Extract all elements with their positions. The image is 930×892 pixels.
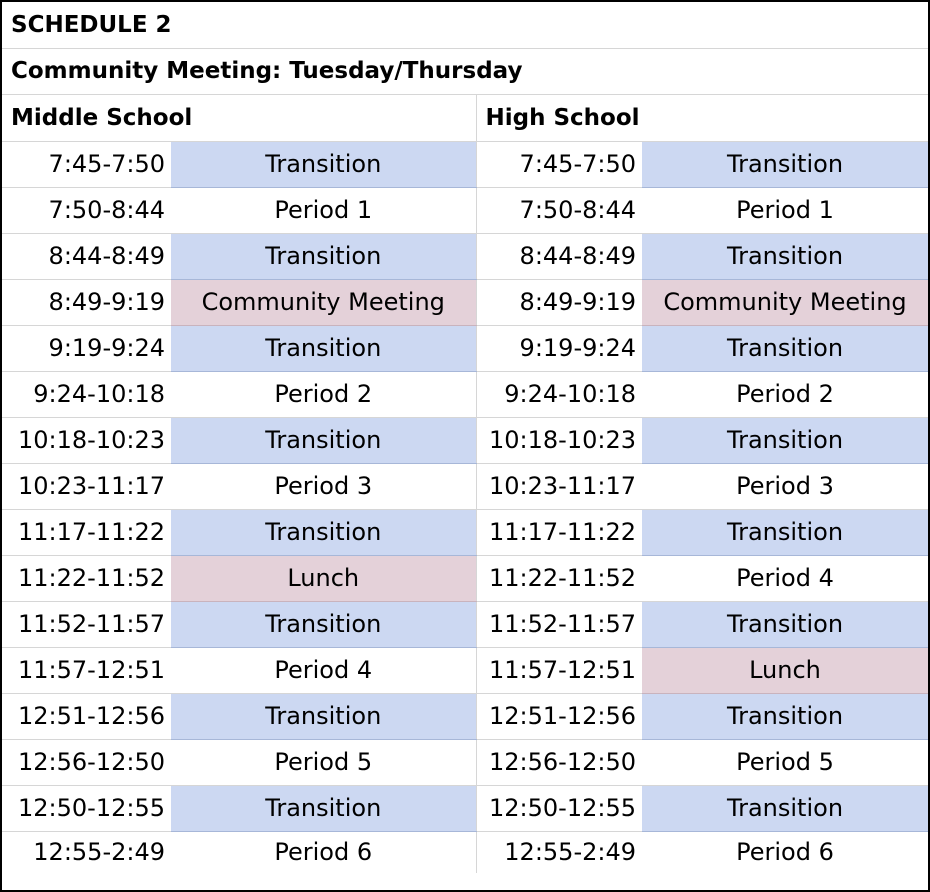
ms-time-cell: 11:17-11:22 [2, 509, 171, 555]
schedule-subtitle: Community Meeting: Tuesday/Thursday [2, 48, 928, 94]
ms-activity-cell: Period 4 [171, 647, 476, 693]
hs-activity-cell: Transition [642, 509, 928, 555]
ms-activity-cell: Transition [171, 141, 476, 187]
hs-activity-cell: Transition [642, 233, 928, 279]
schedule-row [2, 141, 928, 187]
hs-activity-cell: Period 3 [642, 463, 928, 509]
hs-activity-cell: Lunch [642, 647, 928, 693]
hs-activity-cell: Period 5 [642, 739, 928, 785]
hs-time-cell: 10:23-11:17 [476, 463, 642, 509]
ms-time-cell: 7:50-8:44 [2, 187, 171, 233]
hs-time-cell: 11:52-11:57 [476, 601, 642, 647]
ms-time-cell: 12:56-12:50 [2, 739, 171, 785]
hs-activity-cell: Period 4 [642, 555, 928, 601]
hs-activity-cell: Transition [642, 417, 928, 463]
ms-activity-cell: Period 3 [171, 463, 476, 509]
high-school-header: High School [476, 94, 928, 141]
ms-time-cell: 7:45-7:50 [2, 141, 171, 187]
ms-activity-cell: Transition [171, 693, 476, 739]
ms-activity-cell: Transition [171, 233, 476, 279]
hs-activity-cell: Transition [642, 785, 928, 831]
hs-activity-cell: Community Meeting [642, 279, 928, 325]
ms-time-cell: 9:24-10:18 [2, 371, 171, 417]
hs-activity-cell: Period 1 [642, 187, 928, 233]
hs-activity-cell: Period 6 [642, 831, 928, 873]
ms-time-cell: 11:52-11:57 [2, 601, 171, 647]
hs-time-cell: 10:18-10:23 [476, 417, 642, 463]
subtitle-row [2, 48, 928, 94]
ms-time-cell: 11:57-12:51 [2, 647, 171, 693]
schedule-row [2, 279, 928, 325]
schedule-row [2, 831, 928, 873]
schedule-row [2, 739, 928, 785]
schedule-row [2, 463, 928, 509]
ms-activity-cell: Period 6 [171, 831, 476, 873]
hs-time-cell: 11:22-11:52 [476, 555, 642, 601]
hs-time-cell: 12:55-2:49 [504, 838, 636, 867]
ms-time-cell: 12:50-12:55 [2, 785, 171, 831]
middle-school-header: Middle School [2, 94, 476, 141]
schedule-row [2, 187, 928, 233]
ms-activity-cell: Transition [171, 601, 476, 647]
title-row [2, 2, 928, 48]
ms-time-cell: 12:51-12:56 [2, 693, 171, 739]
schedule-row [2, 555, 928, 601]
ms-activity-cell: Period 1 [171, 187, 476, 233]
hs-time-cell: 12:51-12:56 [476, 693, 642, 739]
ms-activity-cell: Community Meeting [171, 279, 476, 325]
ms-time-cell: 8:49-9:19 [2, 279, 171, 325]
schedule-row [2, 785, 928, 831]
hs-time-cell: 8:44-8:49 [476, 233, 642, 279]
ms-activity-cell: Period 2 [171, 371, 476, 417]
ms-time-cell: 11:22-11:52 [2, 555, 171, 601]
hs-time-cell: 12:50-12:55 [476, 785, 642, 831]
hs-time-cell: 11:17-11:22 [476, 509, 642, 555]
hs-activity-cell: Period 2 [642, 371, 928, 417]
hs-time-cell: 11:57-12:51 [476, 647, 642, 693]
hs-time-cell: 7:50-8:44 [476, 187, 642, 233]
hs-time-cell: 8:49-9:19 [476, 279, 642, 325]
schedule-row [2, 325, 928, 371]
schedule-title: SCHEDULE 2 [2, 2, 928, 48]
hs-activity-cell: Transition [642, 141, 928, 187]
schedule-row [2, 693, 928, 739]
schedule-table [2, 2, 928, 873]
schedule-row [2, 371, 928, 417]
ms-time-cell: 12:55-2:49 [33, 838, 165, 867]
schedule-row [2, 417, 928, 463]
hs-activity-cell: Transition [642, 693, 928, 739]
ms-activity-cell: Transition [171, 417, 476, 463]
ms-time-cell: 9:19-9:24 [2, 325, 171, 371]
ms-activity-cell: Lunch [171, 555, 476, 601]
ms-activity-cell: Transition [171, 509, 476, 555]
ms-time-cell: 8:44-8:49 [2, 233, 171, 279]
ms-time-cell: 10:18-10:23 [2, 417, 171, 463]
schedule-row [2, 647, 928, 693]
hs-activity-cell: Transition [642, 325, 928, 371]
hs-time-cell: 9:19-9:24 [476, 325, 642, 371]
schedule-row [2, 233, 928, 279]
hs-time-cell: 7:45-7:50 [476, 141, 642, 187]
schedule-row [2, 509, 928, 555]
hs-activity-cell: Transition [642, 601, 928, 647]
section-header-row [2, 94, 928, 141]
ms-activity-cell: Transition [171, 325, 476, 371]
ms-activity-cell: Period 5 [171, 739, 476, 785]
hs-time-cell: 12:56-12:50 [476, 739, 642, 785]
schedule-row [2, 601, 928, 647]
ms-time-cell: 10:23-11:17 [2, 463, 171, 509]
ms-activity-cell: Transition [171, 785, 476, 831]
hs-time-cell: 9:24-10:18 [476, 371, 642, 417]
